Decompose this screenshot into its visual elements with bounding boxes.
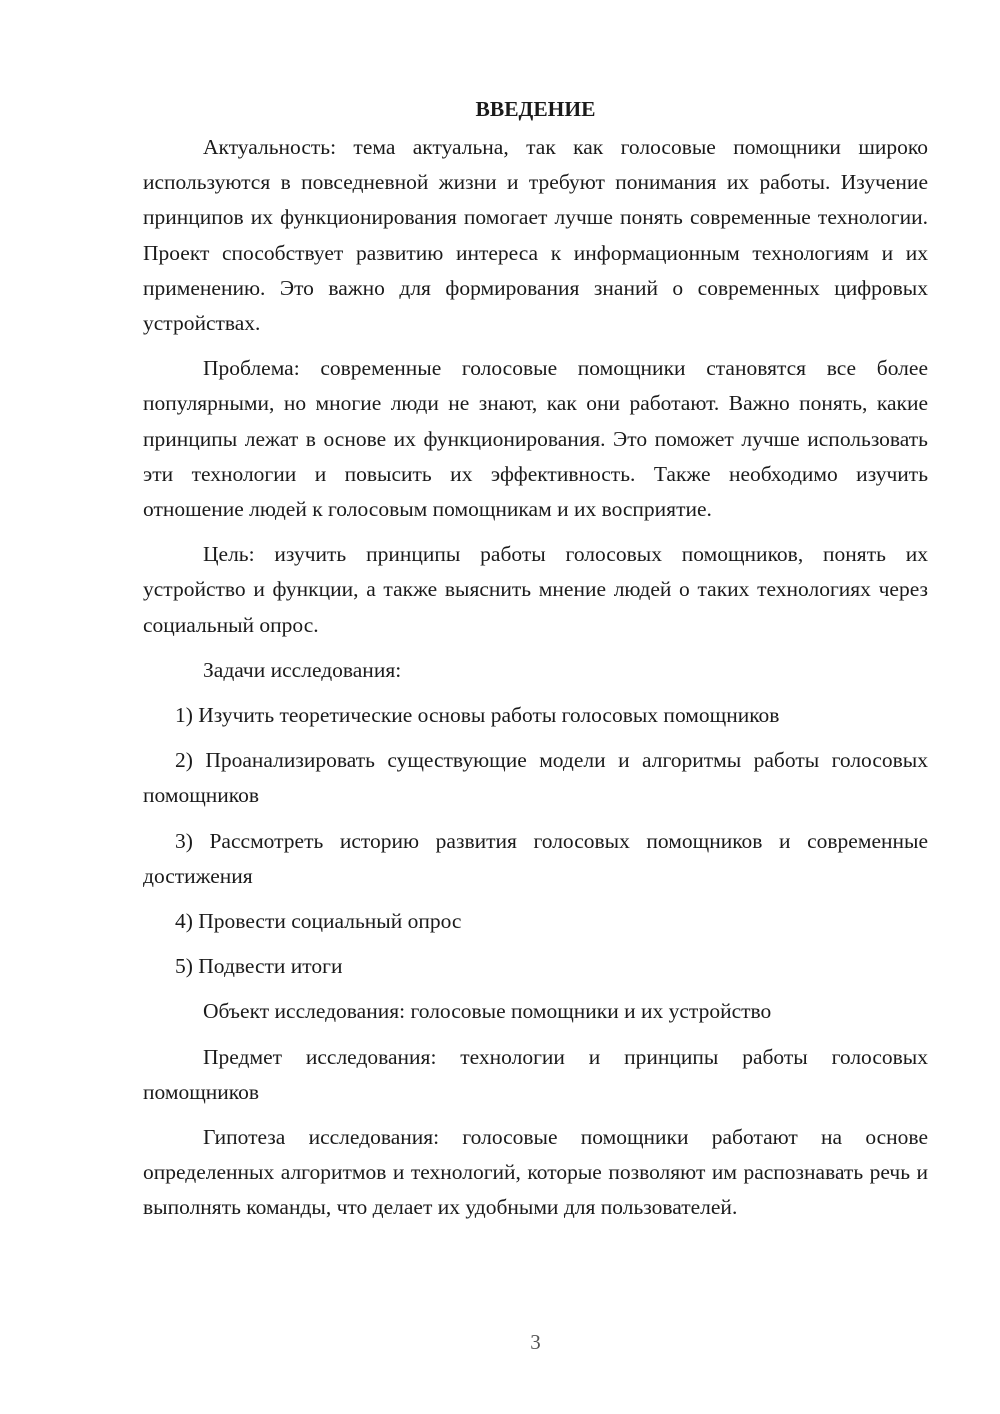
section-heading: ВВЕДЕНИЕ	[475, 97, 596, 121]
list-item: 2) Проанализировать существующие модели и алгоритмы работы голосовых помощников	[143, 748, 928, 808]
list-item: 3) Рассмотреть историю развития голосовых помощников и современные достижения	[143, 828, 928, 888]
list-item: 5) Подвести итоги	[175, 954, 343, 979]
goal-paragraph: Цель: изучить принципы работы голосовых помощников, понять их устройство и функции, а также выяснить мнение людей о таких технологиях через социальный опрос.	[143, 542, 928, 637]
relevance-paragraph: Актуальность: тема актуальна, так как голосовые помощники широко используются в повседневной жизни и требуют понимания их работы. Изучение принципов их функционирования помогает лучше понять современные технологии. Проект способствует развитию интереса к информационным технологиям и их применению. Это важно для формирования знаний о современных цифровых устройствах.	[143, 135, 928, 336]
object-paragraph: Объект исследования: голосовые помощники и их устройство	[203, 999, 772, 1024]
list-item: 4) Провести социальный опрос	[175, 909, 462, 934]
problem-paragraph: Проблема: современные голосовые помощники становятся все более популярными, но многие люди не знают, как они работают. Важно понять, какие принципы лежат в основе их функционирования. Это поможет лучше использовать эти технологии и повысить их эффективность. Также необходимо изучить отношение людей к голосовым помощникам и их восприятие.	[143, 356, 928, 522]
subject-paragraph: Предмет исследования: технологии и принципы работы голосовых помощников	[143, 1044, 928, 1104]
hypothesis-paragraph: Гипотеза исследования: голосовые помощники работают на основе определенных алгоритмов и технологий, которые позволяют им распознавать речь и выполнять команды, что делает их удобными для пользователей.	[143, 1125, 928, 1220]
tasks-title: Задачи исследования:	[203, 657, 402, 682]
page-number: 3	[530, 1330, 541, 1354]
tasks-list	[143, 698, 928, 984]
list-item: 1) Изучить теоретические основы работы голосовых помощников	[175, 703, 780, 728]
document-page	[143, 92, 928, 1236]
